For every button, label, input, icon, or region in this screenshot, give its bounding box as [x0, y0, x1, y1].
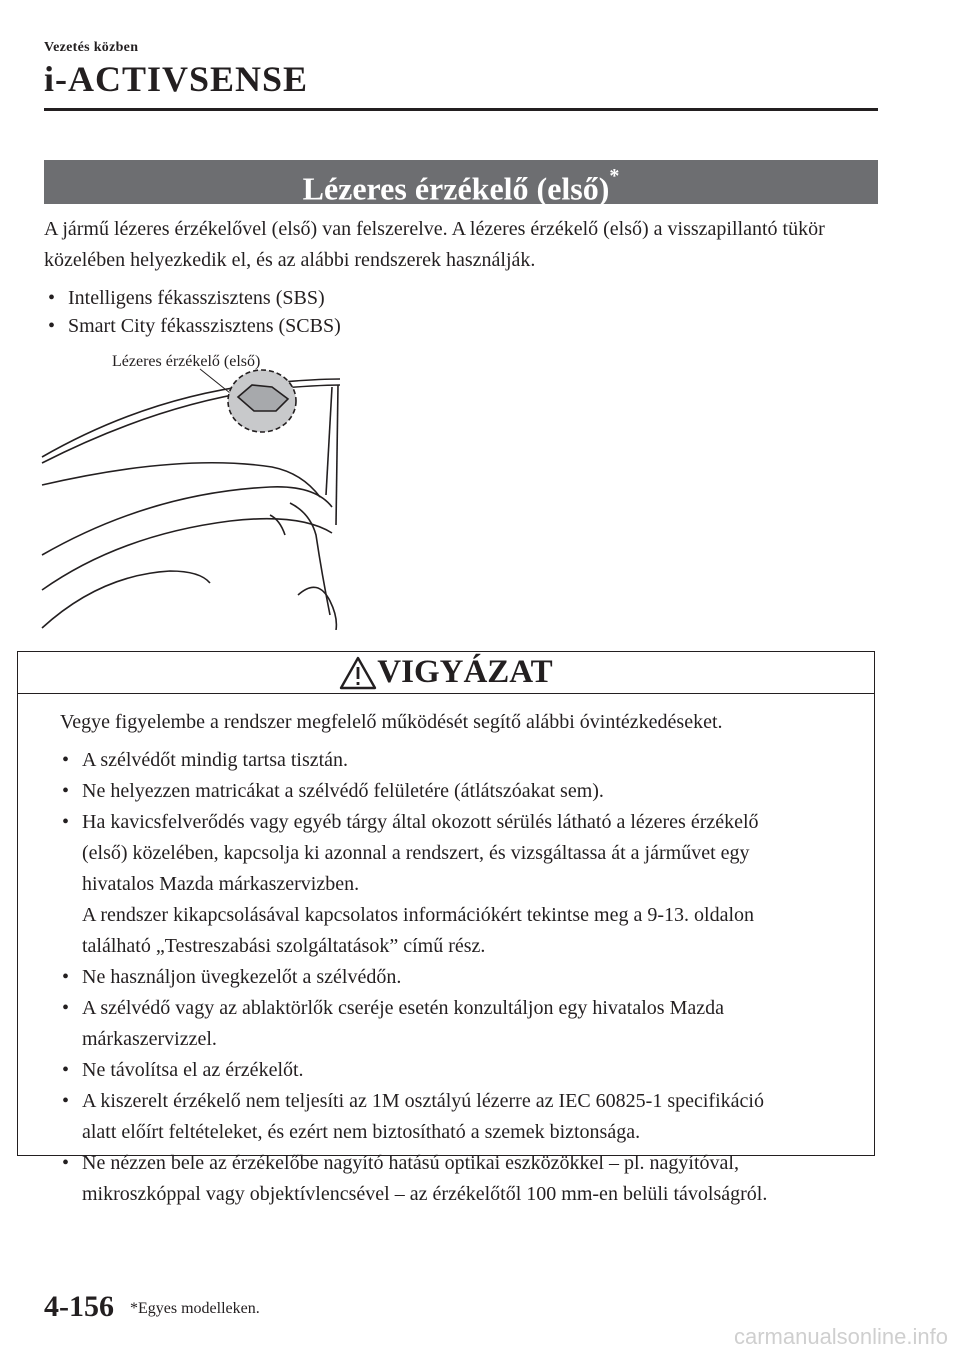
system-label: Intelligens fékasszisztens (SBS) [68, 287, 325, 309]
footnote: *Egyes modelleken. [130, 1300, 260, 1317]
hood-crease [42, 519, 332, 590]
bullet: • [48, 315, 56, 337]
caution-title: VIGYÁZAT [377, 654, 553, 690]
caution-item-text: A kiszerelt érzékelő nem teljesíti az 1M osztályú lézerre az IEC 60825-1 specifikáció alatt előírt feltételeket, és ezért nem biztosítható a szemek biztonsága. [82, 1090, 764, 1143]
heading-asterisk: * [609, 165, 620, 187]
caution-lead: Vegye figyelembe a rendszer megfelelő működését segítő alábbi óvintézkedéseket. [60, 711, 723, 733]
watermark: carmanualsonline.info [733, 1324, 948, 1349]
bullet: • [62, 997, 70, 1019]
bullet: • [62, 811, 70, 833]
bullet: • [62, 1090, 70, 1112]
bullet: • [62, 749, 70, 771]
chapter-title: i-ACTIVSENSE [44, 59, 309, 99]
caution-item-text: Ha kavicsfelverődés vagy egyéb tárgy által okozott sérülés látható a lézeres érzékelő (első) közelében, kapcsolja ki azonnal a rendszert, és vizsgáltassa át a járművet egy hivatalos Mazda márkaszervizben. A rendszer kikapcsolásával kapcsolatos információkért tekintse meg a 9-13. oldalon található „Testreszabási szolgáltatások” című rész. [82, 811, 759, 957]
caution-item-text: Ne távolítsa el az érzékelőt. [82, 1059, 304, 1081]
caution-box [17, 651, 875, 1205]
caution-item-text: Ne használjon üvegkezelőt a szélvédőn. [82, 966, 402, 988]
warning-triangle-icon [339, 655, 377, 691]
fender-line [290, 503, 330, 615]
bullet: • [62, 1059, 70, 1081]
bullet: • [62, 780, 70, 802]
bullet: • [62, 966, 70, 988]
figure-callout: Lézeres érzékelő (első) [112, 353, 261, 370]
section-label: Vezetés közben [44, 40, 139, 55]
intro-paragraph: A jármű lézeres érzékelővel (első) van felszerelve. A lézeres érzékelő (első) a visszapillantó tükör közelében helyezkedik el, és az alábbi rendszerek használják. [44, 218, 825, 271]
caution-item-text: Ne helyezzen matricákat a szélvédő felületére (átlátszóakat sem). [82, 780, 604, 802]
roof-edge [42, 379, 340, 457]
sensor-location-figure [40, 345, 360, 630]
bullet: • [48, 287, 56, 309]
page-number: 4-156 [44, 1290, 114, 1323]
cowl-line [42, 463, 320, 497]
bullet: • [62, 1152, 70, 1174]
hood-line [42, 487, 332, 555]
header-divider [44, 108, 878, 111]
section-heading [44, 160, 878, 207]
wheel-arch [298, 587, 336, 630]
caution-header [18, 652, 874, 694]
headlight-edge [42, 571, 210, 628]
a-pillar-inner [326, 387, 332, 495]
caution-item-text: Ne nézzen bele az érzékelőbe nagyító hatású optikai eszközökkel – pl. nagyítóval, mikroszkóppal vagy objektívlencsével – az érzékelőtől 100 mm-en belüli távolságról. [82, 1152, 768, 1205]
a-pillar [336, 385, 338, 525]
system-label: Smart City fékasszisztens (SCBS) [68, 315, 341, 337]
heading-title: Lézeres érzékelő (első) [302, 170, 610, 207]
caution-item-text: A szélvédőt mindig tartsa tisztán. [82, 749, 349, 771]
caution-item-text: A szélvédő vagy az ablaktörlők cseréje esetén konzultáljon egy hivatalos Mazda márkaszervizzel. [82, 997, 724, 1050]
car-windshield-illustration [40, 345, 360, 630]
